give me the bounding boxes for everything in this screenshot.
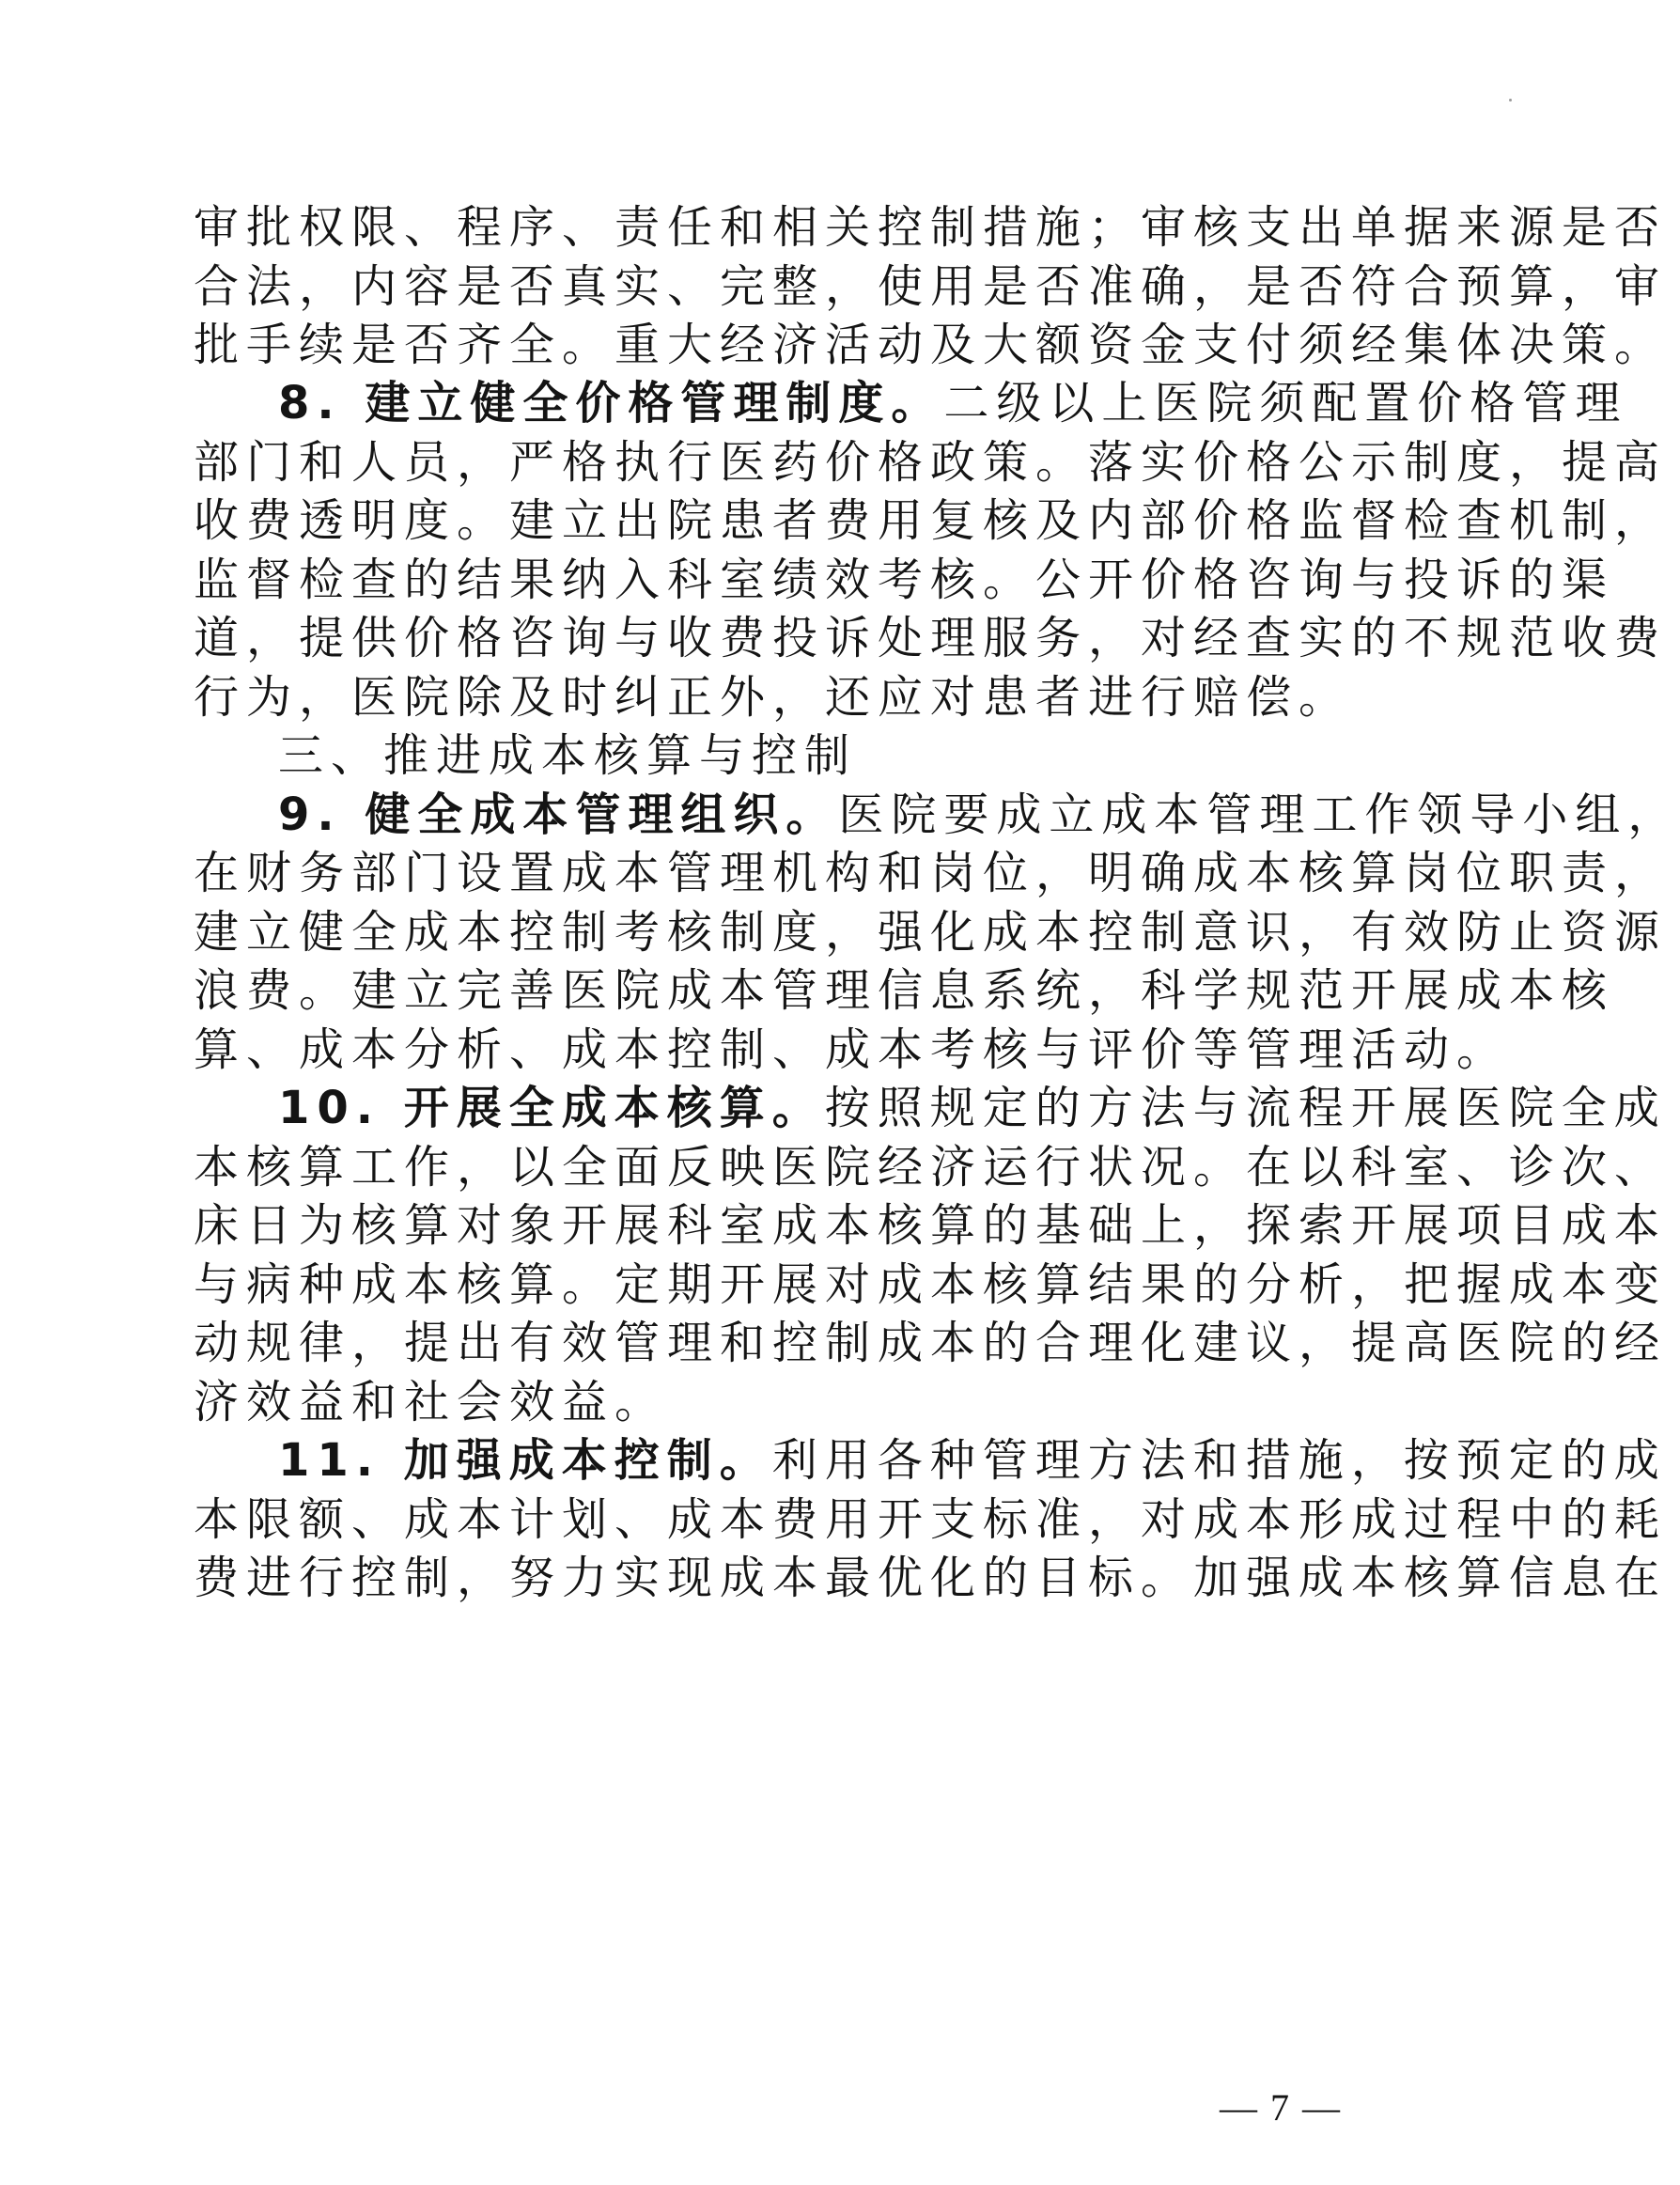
scan-speck (1509, 99, 1512, 101)
paragraph-10-title: 10. 开展全成本核算。 (278, 1082, 825, 1134)
text-line: 监督检查的结果纳入科室绩效考核。公开价格咨询与投诉的渠 (194, 554, 1615, 606)
text-line: 与病种成本核算。定期开展对成本核算结果的分析，把握成本变 (194, 1258, 1668, 1311)
text-line: 道，提供价格咨询与收费投诉处理服务，对经查实的不规范收费 (194, 612, 1668, 664)
text-line: 动规律，提出有效管理和控制成本的合理化建议，提高医院的经 (194, 1317, 1668, 1369)
paragraph-8-text: 二级以上医院须配置价格管理 (943, 377, 1628, 429)
text-line: 在财务部门设置成本管理机构和岗位，明确成本核算岗位职责， (194, 847, 1668, 899)
paragraph-9-title: 9. 健全成本管理组织。 (278, 788, 839, 841)
text-line: 济效益和社会效益。 (194, 1376, 668, 1428)
section-heading: 三、推进成本核算与控制 (278, 729, 858, 782)
text-line: 算、成本分析、成本控制、成本考核与评价等管理活动。 (194, 1023, 1510, 1076)
text-line: 合法，内容是否真实、完整，使用是否准确，是否符合预算，审 (194, 260, 1668, 313)
paragraph-11-text: 利用各种管理方法和措施，按预定的成 (771, 1434, 1667, 1487)
text-line: 本核算工作，以全面反映医院经济运行状况。在以科室、诊次、 (194, 1141, 1668, 1194)
text-line: 浪费。建立完善医院成本管理信息系统，科学规范开展成本核 (194, 964, 1615, 1017)
text-line: 批手续是否齐全。重大经济活动及大额资金支付须经集体决策。 (194, 319, 1668, 371)
text-line: 部门和人员，严格执行医药价格政策。落实价格公示制度，提高 (194, 436, 1668, 489)
page-number: — 7 — (1220, 2086, 1342, 2129)
text-line: 建立健全成本控制考核制度，强化成本控制意识，有效防止资源 (194, 906, 1668, 959)
paragraph-8-title: 8. 建立健全价格管理制度。 (278, 377, 944, 429)
paragraph-9-text: 医院要成立成本管理工作领导小组， (838, 788, 1680, 841)
text-line: 床日为核算对象开展科室成本核算的基础上，探索开展项目成本 (194, 1199, 1668, 1252)
paragraph-11-title: 11. 加强成本控制。 (278, 1434, 772, 1487)
text-line: 费进行控制，努力实现成本最优化的目标。加强成本核算信息在 (194, 1552, 1668, 1604)
text-line: 行为，医院除及时纠正外，还应对患者进行赔偿。 (194, 671, 1352, 724)
text-line: 本限额、成本计划、成本费用开支标准，对成本形成过程中的耗 (194, 1493, 1668, 1546)
text-line: 收费透明度。建立出院患者费用复核及内部价格监督检查机制， (194, 494, 1668, 547)
text-line: 审批权限、程序、责任和相关控制措施；审核支出单据来源是否 (194, 201, 1668, 254)
paragraph-10-text: 按照规定的方法与流程开展医院全成 (824, 1082, 1667, 1134)
